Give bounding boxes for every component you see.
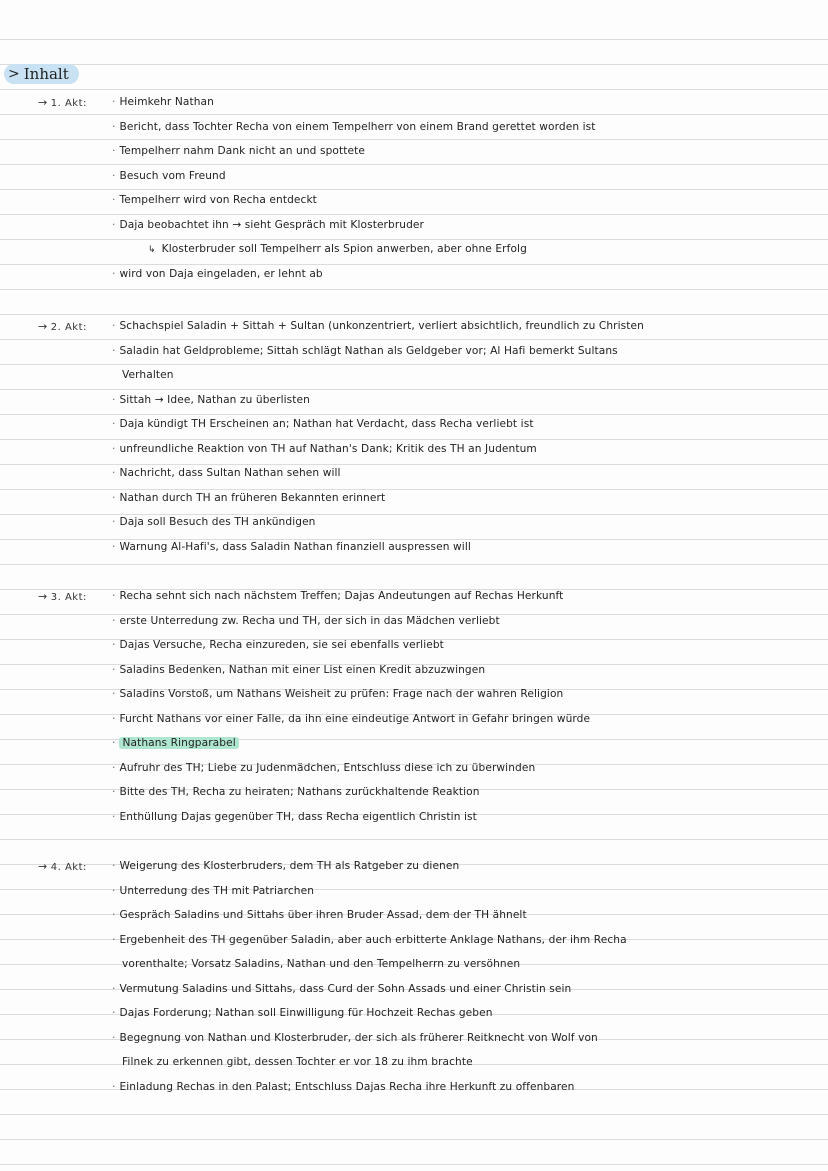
list-item bbox=[112, 1006, 493, 1020]
list-item bbox=[112, 540, 471, 554]
bullet-dot: · bbox=[112, 467, 116, 479]
list-item-text: Gespräch Saladins und Sittahs über ihren Bruder Assad, dem der TH ähnelt bbox=[119, 909, 527, 921]
bullet-dot: · bbox=[112, 442, 116, 455]
list-item bbox=[112, 267, 323, 281]
list-item bbox=[122, 957, 520, 971]
arrow-right-icon: → bbox=[38, 590, 48, 603]
list-item-text: Saladins Vorstoß, um Nathans Weisheit zu prüfen: Frage nach der wahren Religion bbox=[119, 688, 564, 700]
bullet-dot: · bbox=[112, 218, 116, 231]
bullet-dot: · bbox=[112, 639, 116, 651]
list-item bbox=[112, 589, 563, 603]
bullet-dot: · bbox=[112, 909, 116, 921]
bullet-dot: · bbox=[112, 393, 116, 406]
list-item-text: Begegnung von Nathan und Klosterbruder, der sich als früherer Reitknecht von Wolf von bbox=[119, 1031, 598, 1044]
act-label-text: 3. Akt: bbox=[50, 592, 87, 603]
list-item-text: Daja beobachtet ihn → sieht Gespräch mit Klosterbruder bbox=[119, 218, 425, 231]
list-item-text: Schachspiel Saladin + Sittah + Sultan (unkonzentriert, verliert absichtlich, freundlich zu Christen bbox=[119, 320, 644, 332]
list-item-text: unfreundliche Reaktion von TH auf Nathan's Dank; Kritik des TH an Judentum bbox=[119, 442, 537, 455]
list-item bbox=[112, 466, 341, 480]
list-item-text: Einladung Rechas in den Palast; Entschluss Dajas Recha ihre Herkunft zu offenbaren bbox=[119, 1080, 575, 1093]
bullet-dot: · bbox=[112, 810, 116, 823]
list-item-text: Furcht Nathans vor einer Falle, da ihn eine eindeutige Antwort in Gefahr bringen würde bbox=[119, 712, 591, 725]
bullet-dot: · bbox=[112, 491, 116, 504]
list-item bbox=[112, 515, 316, 529]
bullet-dot: · bbox=[112, 1031, 116, 1044]
bullet-dot: · bbox=[112, 145, 116, 157]
list-item-text: Saladins Bedenken, Nathan mit einer List einen Kredit abzuzwingen bbox=[119, 663, 486, 676]
bullet-dot: · bbox=[112, 344, 116, 357]
list-item bbox=[112, 95, 214, 109]
list-item-text: Nachricht, dass Sultan Nathan sehen will bbox=[119, 467, 341, 479]
list-item-text: Verhalten bbox=[122, 369, 174, 381]
list-item bbox=[112, 442, 537, 456]
list-item bbox=[112, 319, 644, 333]
bullet-dot: · bbox=[112, 737, 116, 749]
list-item-text: Unterredung des TH mit Patriarchen bbox=[119, 884, 315, 897]
list-item-text: Vermutung Saladins und Sittahs, dass Curd der Sohn Assads und einer Christin sein bbox=[119, 982, 572, 995]
list-item-text: Tempelherr wird von Recha entdeckt bbox=[119, 194, 317, 206]
list-item-text: Dajas Versuche, Recha einzureden, sie sei ebenfalls verliebt bbox=[119, 639, 444, 651]
act-label bbox=[38, 320, 87, 333]
list-item-text: Daja kündigt TH Erscheinen an; Nathan hat Verdacht, dass Recha verliebt ist bbox=[119, 418, 534, 430]
list-item bbox=[112, 884, 314, 898]
list-item-text: Nathans Ringparabel bbox=[119, 737, 238, 749]
bullet-dot: · bbox=[112, 418, 116, 430]
list-item-text: Bitte des TH, Recha zu heiraten; Nathans zurückhaltende Reaktion bbox=[119, 786, 480, 798]
bullet-dot: · bbox=[112, 516, 116, 528]
list-item bbox=[122, 368, 174, 382]
list-item-text: Daja soll Besuch des TH ankündigen bbox=[119, 516, 316, 528]
list-item-text: Besuch vom Freund bbox=[119, 169, 226, 182]
list-item bbox=[112, 712, 590, 726]
list-item bbox=[112, 859, 459, 873]
list-item bbox=[112, 614, 500, 628]
list-item-text: Filnek zu erkennen gibt, dessen Tochter er vor 18 zu ihm brachte bbox=[122, 1056, 473, 1068]
list-item bbox=[122, 1055, 473, 1069]
bullet-dot: · bbox=[112, 1007, 116, 1019]
list-item bbox=[112, 761, 535, 775]
bullet-dot: · bbox=[112, 194, 116, 206]
bullet-dot: · bbox=[112, 663, 116, 676]
bullet-dot: · bbox=[112, 614, 116, 627]
list-item bbox=[112, 169, 226, 183]
bullet-dot: · bbox=[112, 712, 116, 725]
chevron-right-icon: > bbox=[8, 66, 20, 82]
bullet-dot: · bbox=[112, 786, 116, 798]
list-item-text: Heimkehr Nathan bbox=[119, 96, 214, 108]
list-item-text: vorenthalte; Vorsatz Saladins, Nathan und den Tempelherrn zu versöhnen bbox=[122, 958, 521, 970]
list-item-text: Nathan durch TH an früheren Bekannten erinnert bbox=[119, 491, 386, 504]
bullet-dot: · bbox=[112, 590, 116, 602]
list-item bbox=[112, 810, 477, 824]
bullet-dot: · bbox=[112, 96, 116, 108]
bullet-dot: · bbox=[112, 933, 116, 946]
bullet-dot: · bbox=[112, 1080, 116, 1093]
heading-text: Inhalt bbox=[23, 65, 69, 83]
list-item-text: Saladin hat Geldprobleme; Sittah schlägt Nathan als Geldgeber vor; Al Hafi bemerkt Sultans bbox=[119, 344, 618, 357]
arrow-right-icon: → bbox=[38, 96, 48, 109]
list-item bbox=[112, 982, 571, 996]
list-item-text: Ergebenheit des TH gegenüber Saladin, aber auch erbitterte Anklage Nathans, der ihm Recha bbox=[119, 933, 627, 946]
list-item bbox=[112, 417, 534, 431]
list-item-text: Aufruhr des TH; Liebe zu Judenmädchen, Entschluss diese ich zu überwinden bbox=[119, 761, 536, 774]
list-item-text: wird von Daja eingeladen, er lehnt ab bbox=[119, 267, 323, 280]
bullet-dot: · bbox=[112, 761, 116, 774]
list-item bbox=[112, 193, 317, 207]
section-heading bbox=[4, 64, 79, 84]
list-item bbox=[112, 1031, 598, 1045]
list-item-text: Enthüllung Dajas gegenüber TH, dass Recha eigentlich Christin ist bbox=[119, 810, 477, 823]
list-item-text: Sittah → Idee, Nathan zu überlisten bbox=[119, 393, 310, 406]
list-item bbox=[112, 1080, 574, 1094]
bullet-dot: · bbox=[112, 540, 116, 553]
list-item-text: Warnung Al-Hafi's, dass Saladin Nathan finanziell auspressen will bbox=[119, 540, 471, 553]
bullet-dot: · bbox=[112, 884, 116, 897]
act-label bbox=[38, 860, 87, 873]
bullet-dot: · bbox=[112, 982, 116, 995]
list-item bbox=[112, 120, 596, 134]
bullet-dot: · bbox=[112, 267, 116, 280]
list-item bbox=[112, 736, 239, 750]
list-item bbox=[112, 218, 424, 232]
list-item bbox=[112, 663, 485, 677]
bullet-dot: · bbox=[112, 169, 116, 182]
act-label bbox=[38, 96, 87, 109]
bullet-dot: · bbox=[112, 320, 116, 332]
list-item-text: Klosterbruder soll Tempelherr als Spion anwerben, aber ohne Erfolg bbox=[161, 243, 527, 255]
list-item-text: Weigerung des Klosterbruders, dem TH als Ratgeber zu dienen bbox=[119, 860, 460, 872]
list-item-text: Tempelherr nahm Dank nicht an und spottete bbox=[119, 145, 365, 157]
list-item bbox=[112, 908, 527, 922]
list-item bbox=[112, 344, 618, 358]
list-item-text: Bericht, dass Tochter Recha von einem Tempelherr von einem Brand gerettet worden ist bbox=[119, 120, 596, 133]
bullet-dot: · bbox=[112, 120, 116, 133]
list-item bbox=[112, 687, 563, 701]
list-item bbox=[148, 242, 527, 257]
act-label-text: 2. Akt: bbox=[50, 322, 87, 333]
act-label bbox=[38, 590, 87, 603]
list-item bbox=[112, 785, 480, 799]
list-item-text: Dajas Forderung; Nathan soll Einwilligung für Hochzeit Rechas geben bbox=[119, 1007, 493, 1019]
list-item bbox=[112, 933, 627, 947]
list-item bbox=[112, 638, 444, 652]
list-item bbox=[112, 393, 310, 407]
list-item-text: erste Unterredung zw. Recha und TH, der sich in das Mädchen verliebt bbox=[119, 614, 500, 627]
bullet-dot: · bbox=[112, 688, 116, 700]
act-label-text: 1. Akt: bbox=[50, 98, 87, 109]
act-label-text: 4. Akt: bbox=[50, 862, 87, 873]
list-item-text: Recha sehnt sich nach nächstem Treffen; Dajas Andeutungen auf Rechas Herkunft bbox=[119, 590, 564, 602]
list-item bbox=[112, 144, 365, 158]
arrow-right-icon: → bbox=[38, 860, 48, 873]
list-item bbox=[112, 491, 385, 505]
bullet-dot: · bbox=[112, 860, 116, 872]
arrow-right-icon: → bbox=[38, 320, 48, 333]
